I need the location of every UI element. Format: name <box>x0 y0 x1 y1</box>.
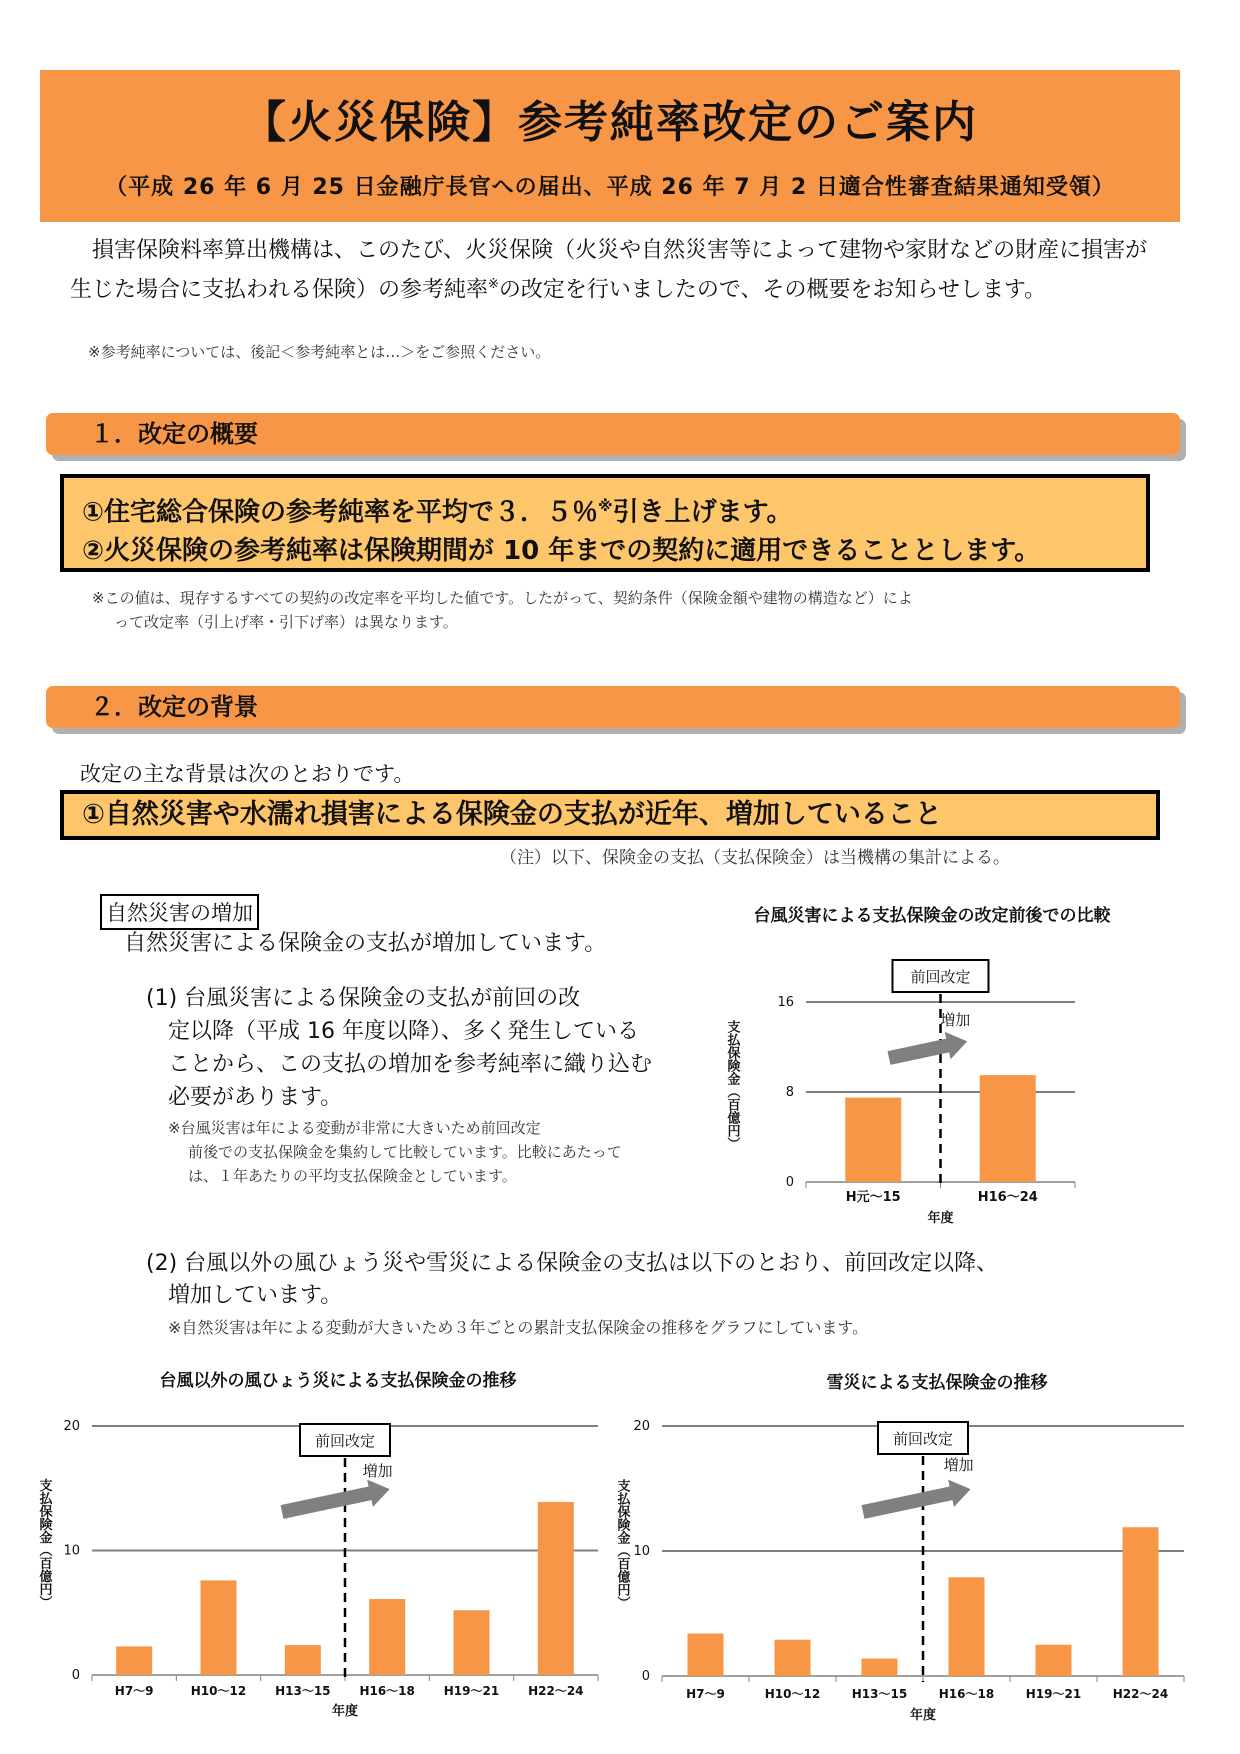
section-2-heading: ２．改定の背景 <box>46 686 1180 728</box>
chart1-revision-label: 前回改定 <box>910 968 971 986</box>
reason-box: ①自然災害や水濡れ損害による保険金の支払が近年、増加していること <box>60 790 1160 840</box>
chart3-revision-label: 前回改定 <box>892 1430 954 1448</box>
chart3-category-label: H7～9 <box>686 1687 725 1701</box>
chart3-title: 雪災による支払保険金の推移 <box>826 1373 1048 1393</box>
chart3-bar-5 <box>1123 1527 1159 1676</box>
chart3-category-label: H10～12 <box>764 1687 821 1701</box>
item-2-note: ※自然災害は年による変動が大きいため３年ごとの累計支払保険金の推移をグラフにしています。 <box>168 1318 869 1337</box>
chart1-ytick-8: 8 <box>785 1085 794 1100</box>
chart2-revision-label: 前回改定 <box>314 1432 376 1450</box>
chart2-category-label: H19～21 <box>443 1684 500 1698</box>
section-1-heading: １．改定の概要 <box>46 413 1180 455</box>
intro-mark: ※ <box>488 277 499 292</box>
chart2-bar-1 <box>201 1580 237 1675</box>
page-subtitle: （平成 26 年 6 月 25 日金融庁長官への届出、平成 26 年 7 月 2 日適合性審査結果通知受領） <box>105 175 1115 200</box>
chart3-bar-2 <box>862 1659 898 1677</box>
chart1-category-label: H16～24 <box>977 1190 1038 1205</box>
chart3-ytick-0: 0 <box>641 1669 650 1684</box>
chart3-increase-arrow <box>860 1475 973 1525</box>
chart2-category-label: H10～12 <box>190 1684 247 1698</box>
chart3-category-label: H16～18 <box>938 1687 995 1701</box>
chart2-title: 台風以外の風ひょう災による支払保険金の推移 <box>159 1371 517 1391</box>
chart2-increase-arrow <box>279 1475 392 1525</box>
chart3-bar-1 <box>775 1640 811 1676</box>
chart2-bar-2 <box>285 1645 321 1675</box>
item-1-note-first: ※台風災害は年による変動が非常に大きいため前回改定 <box>168 1119 541 1137</box>
item-1-first: (1) 台風災害による保険金の支払が前回の改 <box>146 986 581 1011</box>
summary-note-line-1: ※この値は、現存するすべての契約の改定率を平均した値です。したがって、契約条件（保険金額や建物の構造など）によ <box>92 589 913 607</box>
chart2-bar-4 <box>454 1610 490 1675</box>
chart2-arrow-shape <box>279 1475 392 1525</box>
summary-1b: 引き上げます。 <box>612 497 793 528</box>
chart1-ytick-16: 16 <box>777 995 794 1010</box>
chart2-bar-0 <box>116 1646 152 1675</box>
chart3-category-label: H13～15 <box>851 1687 908 1701</box>
chart2-ytick-10: 10 <box>63 1543 80 1559</box>
chart1-bar-1 <box>980 1075 1036 1182</box>
chart2-bar-5 <box>538 1502 574 1675</box>
chart1-arrow-shape <box>886 1028 970 1072</box>
chart1-increase-arrow <box>886 1028 970 1072</box>
chart3-arrow-label: 増加 <box>943 1456 974 1474</box>
chart2-ytick-0: 0 <box>71 1668 80 1683</box>
item-2-rest: 増加しています。 <box>168 1283 343 1308</box>
chart1-xlabel: 年度 <box>927 1211 954 1226</box>
item-1-note-rest: 前後での支払保険金を集約して比較しています。比較にあたっては、１年あたりの平均支払保険金としています。 <box>188 1143 622 1185</box>
summary-1-mark: ※ <box>598 497 613 515</box>
chart2-ytick-20: 20 <box>63 1419 80 1434</box>
natural-disaster-desc: 自然災害による保険金の支払が増加しています。 <box>124 931 607 956</box>
chart1-ytick-0: 0 <box>785 1175 794 1190</box>
intro-text-a: 損害保険料率算出機構は、このたび、火災保険（火災や自然災害等によって建物や家財などの財産に損害が生じた場合に支払われる保険）の参考純率 <box>70 238 1148 303</box>
chart1-title: 台風災害による支払保険金の改定前後での比較 <box>753 906 1111 926</box>
chart3-bar-3 <box>949 1577 985 1676</box>
chart3-bar-4 <box>1036 1645 1072 1676</box>
chart1-arrow-label: 増加 <box>940 1011 971 1029</box>
summary-1a: ①住宅総合保険の参考純率を平均で３．５％ <box>82 497 599 528</box>
chart3-category-label: H19～21 <box>1025 1687 1082 1701</box>
intro-note: ※参考純率については、後記＜参考純率とは…＞をご参照ください。 <box>88 343 551 361</box>
background-lead: 改定の主な背景は次のとおりです。 <box>80 762 415 786</box>
chart2-category-label: H13～15 <box>275 1684 331 1698</box>
chart3-arrow-shape <box>860 1475 973 1525</box>
chart3-ylabel: 支払保険金（百億円） <box>614 1479 630 1609</box>
chart3-category-label: H22～24 <box>1112 1687 1169 1701</box>
chart2-category-label: H7～9 <box>114 1684 154 1698</box>
natural-disaster-tag: 自然災害の増加 <box>100 894 259 930</box>
chart2-category-label: H22～24 <box>528 1684 584 1698</box>
chart2-ylabel: 支払保険金（百億円） <box>36 1478 52 1609</box>
chart1-bar-0 <box>845 1098 901 1182</box>
summary-line-2: ②火災保険の参考純率は保険期間が 10 年までの契約に適用できることとします。 <box>82 535 1041 566</box>
chart3-xlabel: 年度 <box>909 1708 937 1723</box>
intro-text-b: の改定を行いましたので、その概要をお知らせします。 <box>498 277 1047 303</box>
chart2-category-label: H16～18 <box>359 1684 415 1698</box>
chart3-ytick-20: 20 <box>633 1419 650 1434</box>
chart2-arrow-label: 増加 <box>362 1462 393 1480</box>
chart3-bar-0 <box>688 1634 724 1677</box>
chart1-category-label: H元～15 <box>845 1190 901 1205</box>
attention-note: （注）以下、保険金の支払（支払保険金）は当機構の集計による。 <box>500 848 1010 868</box>
chart3-ytick-10: 10 <box>633 1544 650 1559</box>
summary-note-line-2: って改定率（引上げ率・引下げ率）は異なります。 <box>114 613 458 631</box>
chart2-bar-3 <box>369 1599 405 1675</box>
chart1-ylabel: 支払保険金（百億円） <box>724 1020 740 1150</box>
chart2-xlabel: 年度 <box>331 1704 359 1719</box>
item-2-first: (2) 台風以外の風ひょう災や雪災による保険金の支払は以下のとおり、前回改定以降、 <box>146 1251 999 1276</box>
page-title: 【火災保険】参考純率改定のご案内 <box>242 97 978 148</box>
item-1-rest: 定以降（平成 16 年度以降）、多く発生していることから、この支払の増加を参考純率に織り込む必要があります。 <box>168 1019 653 1110</box>
